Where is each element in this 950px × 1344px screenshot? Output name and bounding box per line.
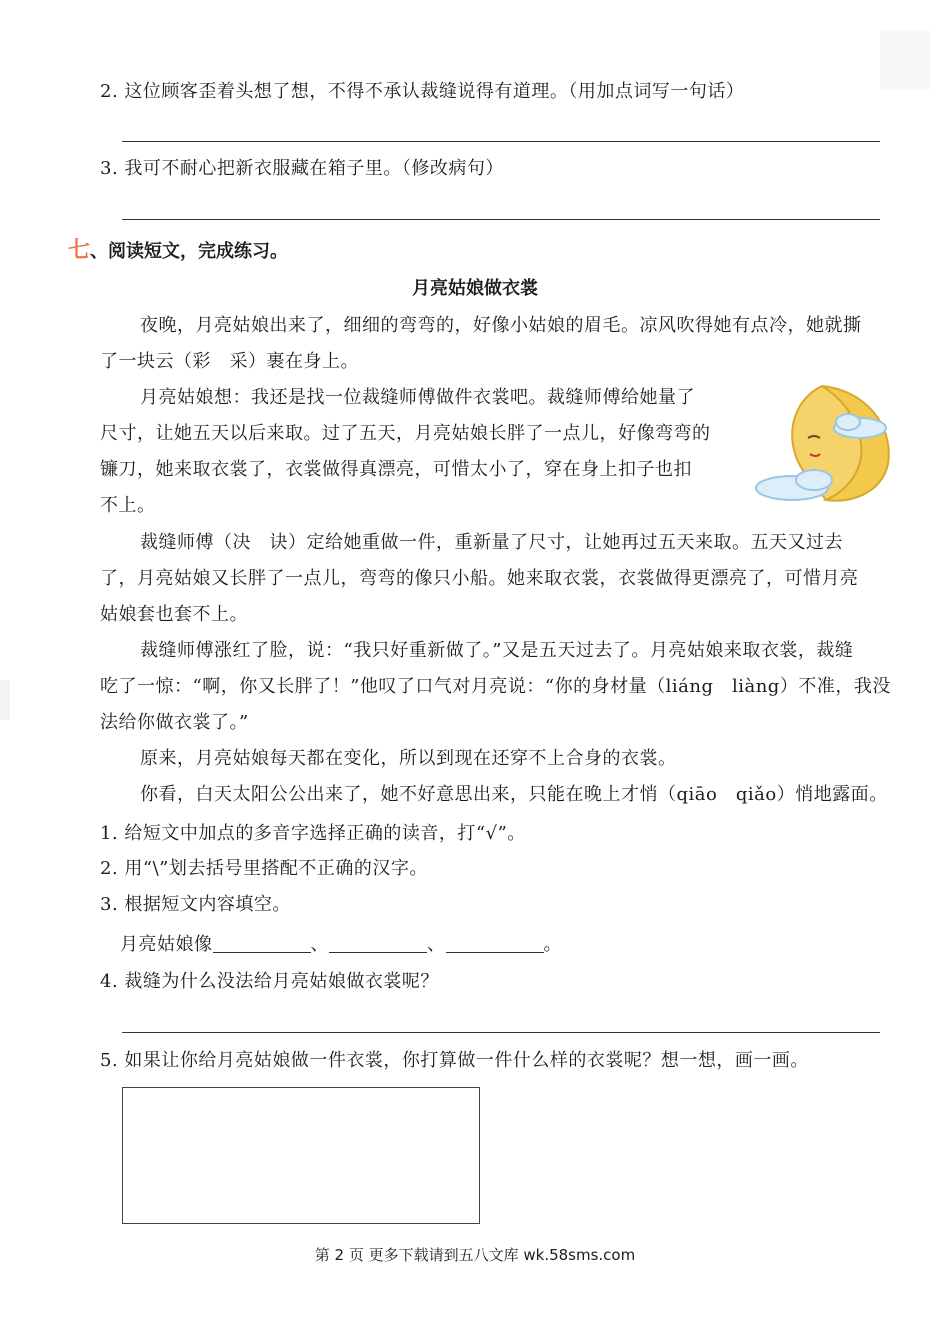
question-4: 4. 裁缝为什么没法给月亮姑娘做衣裳呢？ — [100, 971, 439, 992]
question-3-fill — [120, 933, 562, 957]
question-1: 1. 给短文中加点的多音字选择正确的读音，打“√”。 — [100, 823, 526, 844]
answer-line-q3[interactable] — [122, 219, 880, 220]
crescent-moon-icon — [752, 380, 902, 505]
drawing-box[interactable] — [122, 1087, 480, 1224]
fill-blank-3[interactable] — [446, 934, 544, 953]
section-7-heading — [68, 238, 288, 264]
passage-title: 月亮姑娘做衣裳 — [412, 278, 538, 299]
section-number: 七 — [68, 237, 91, 263]
passage-line: 裁缝师傅涨红了脸，说：“我只好重新做了。”又是五天过去了。月亮姑娘来取衣裳，裁缝 — [140, 640, 854, 661]
passage-line: 夜晚，月亮姑娘出来了，细细的弯弯的，好像小姑娘的眉毛。凉风吹得她有点冷，她就撕 — [140, 315, 862, 336]
passage-line: 吃了一惊：“啊，你又长胖了！”他叹了口气对月亮说：“你的身材量（liáng liàng）不准，我没 — [100, 676, 891, 697]
question-2: 2. 用“\”划去括号里搭配不正确的汉字。 — [100, 858, 428, 879]
passage-line: 不上。 — [100, 495, 156, 516]
passage-line: 尺寸，让她五天以后来取。过了五天，月亮姑娘长胖了一点儿，好像弯弯的 — [100, 423, 711, 444]
question-3-top: 3. 我可不耐心把新衣服藏在箱子里。（修改病句） — [100, 158, 504, 179]
passage-line: 原来，月亮姑娘每天都在变化，所以到现在还穿不上合身的衣裳。 — [140, 748, 677, 769]
fill-separator: 、 — [310, 934, 329, 955]
passage-line: 裁缝师傅（决 诀）定给她重做一件，重新量了尺寸，让她再过五天来取。五天又过去 — [140, 532, 843, 553]
passage-line: 法给你做衣裳了。” — [100, 712, 249, 733]
page-footer: 第 2 页 更多下载请到五八文库 wk.58sms.com — [314, 1246, 636, 1264]
passage-line: 姑娘套也套不上。 — [100, 604, 248, 625]
passage-line: 月亮姑娘想：我还是找一位裁缝师傅做件衣裳吧。裁缝师傅给她量了 — [140, 387, 695, 408]
fill-blank-2[interactable] — [329, 934, 427, 953]
question-2-top: 2. 这位顾客歪着头想了想，不得不承认裁缝说得有道理。（用加点词写一句话） — [100, 81, 745, 102]
answer-line-q4[interactable] — [122, 1032, 880, 1033]
question-3: 3. 根据短文内容填空。 — [100, 894, 291, 915]
fill-prefix: 月亮姑娘像 — [120, 934, 213, 955]
passage-line: 你看，白天太阳公公出来了，她不好意思出来，只能在晚上才悄（qiāo qiǎo）悄地露面。 — [140, 784, 888, 805]
fill-blank-1[interactable] — [213, 934, 311, 953]
fill-end: 。 — [543, 934, 562, 955]
passage-line: 镰刀，她来取衣裳了，衣裳做得真漂亮，可惜太小了，穿在身上扣子也扣 — [100, 459, 692, 480]
passage-line: 了，月亮姑娘又长胖了一点儿，弯弯的像只小船。她来取衣裳，衣裳做得更漂亮了，可惜月亮 — [100, 568, 859, 589]
passage-line: 了一块云（彩 采）裹在身上。 — [100, 351, 359, 372]
question-5: 5. 如果让你给月亮姑娘做一件衣裳，你打算做一件什么样的衣裳呢？想一想，画一画。 — [100, 1050, 809, 1071]
fill-separator: 、 — [427, 934, 446, 955]
section-heading-text: 、阅读短文，完成练习。 — [90, 241, 289, 262]
answer-line-q2[interactable] — [122, 141, 880, 142]
